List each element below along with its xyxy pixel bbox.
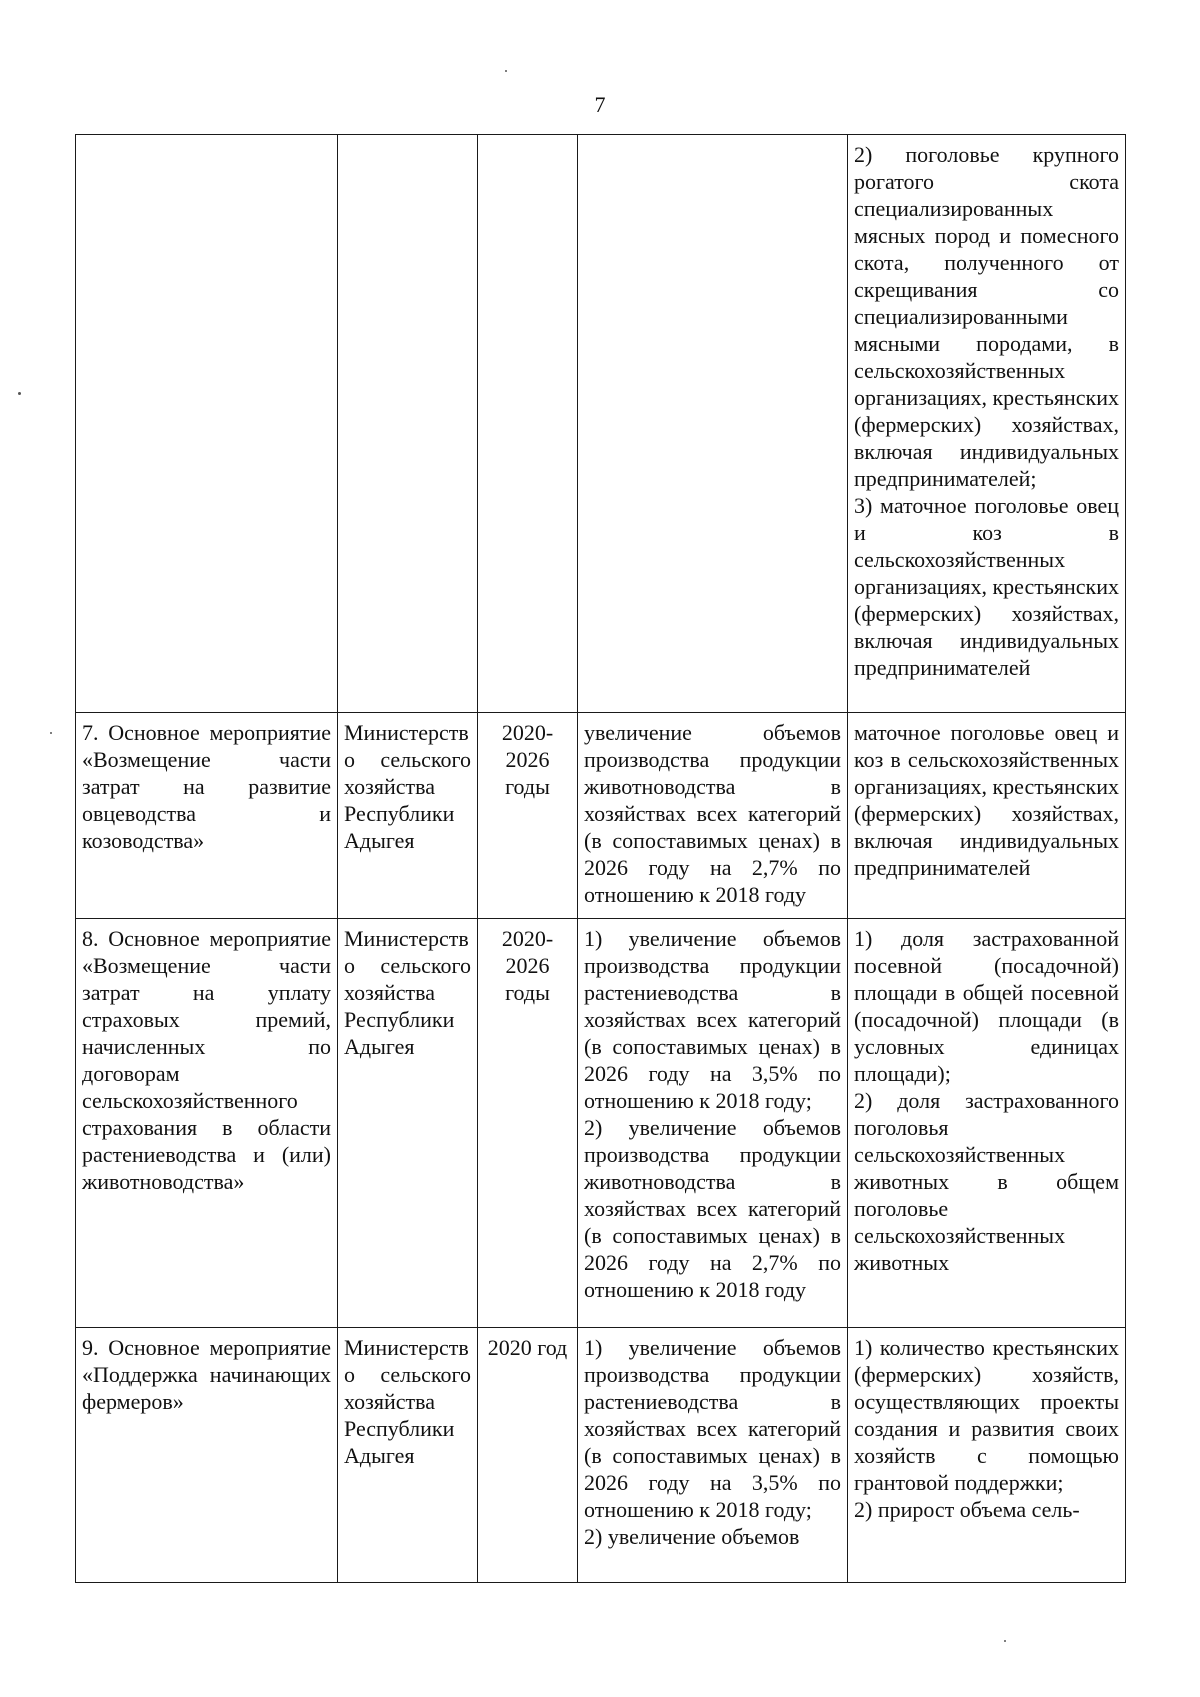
- scan-speck: [505, 70, 507, 72]
- indicator-item: маточное поголовье овец и коз в сельскохозяйственных организациях, крестьянских (фермерских) хозяйствах, включая индивидуальных предпринимателей: [854, 720, 1119, 880]
- result-cell: [578, 135, 848, 713]
- result-cell: [578, 713, 848, 919]
- indicator-item: 2) поголовье крупного рогатого скота специализированных мясных пород и помесного скота, полученного от скрещивания со специализированными мясными породами, в сельскохозяйственных организациях, крестьянских (фермерских) хозяйствах, включая индивидуальных предпринимателей;: [854, 142, 1119, 491]
- event-cell: 7. Основное мероприятие «Возмещение части затрат на развитие овцеводства и козоводства»: [76, 713, 338, 919]
- event-cell: 8. Основное мероприятие «Возмещение части затрат на уплату страховых премий, начисленных по договорам сельскохозяйственного страхования в области растениеводства и (или) животноводства»: [76, 919, 338, 1328]
- indicator-item: 2) доля застрахованного поголовья сельскохозяйственных животных в общем поголовье сельскохозяйственных животных: [854, 1088, 1119, 1275]
- indicator-item: 1) доля застрахованной посевной (посадочной) площади в общей посевной (посадочной) площади (в условных единицах площади);: [854, 926, 1119, 1086]
- result-item: 1) увеличение объемов производства продукции растениеводства в хозяйствах всех категорий (в сопоставимых ценах) в 2026 году на 3,5% по отношению к 2018 году;: [584, 1335, 841, 1522]
- period-cell: 2020-2026 годы: [478, 713, 578, 919]
- table-row: [76, 713, 1126, 919]
- result-item: 2) увеличение объемов: [584, 1524, 800, 1549]
- executor-cell: Министерство сельского хозяйства Республики Адыгея: [338, 713, 478, 919]
- page-number: 7: [594, 92, 606, 117]
- measures-table: [75, 134, 1126, 1583]
- indicator-item: 1) количество крестьянских (фермерских) хозяйств, осуществляющих проекты создания и развития своих хозяйств с помощью грантовой поддержки;: [854, 1335, 1119, 1495]
- executor-cell: Министерство сельского хозяйства Республики Адыгея: [338, 1328, 478, 1583]
- result-cell: [578, 919, 848, 1328]
- result-item: 2) увеличение объемов производства продукции животноводства в хозяйствах всех категорий (в сопоставимых ценах) в 2026 году на 2,7% по отношению к 2018 году: [584, 1115, 841, 1302]
- event-cell: [76, 135, 338, 713]
- scan-speck: [18, 392, 21, 395]
- indicator-item: 2) прирост объема сель-: [854, 1497, 1080, 1522]
- executor-cell: Министерство сельского хозяйства Республики Адыгея: [338, 919, 478, 1328]
- indicator-item: 3) маточное поголовье овец и коз в сельскохозяйственных организациях, крестьянских (фермерских) хозяйствах, включая индивидуальных предпринимателей: [854, 493, 1119, 680]
- table-row: [76, 135, 1126, 713]
- period-cell: 2020-2026 годы: [478, 919, 578, 1328]
- scan-speck: [1004, 1640, 1006, 1642]
- table-row: [76, 919, 1126, 1328]
- period-cell: [478, 135, 578, 713]
- indicators-cell: [848, 919, 1126, 1328]
- event-cell: 9. Основное мероприятие «Поддержка начинающих фермеров»: [76, 1328, 338, 1583]
- indicators-cell: [848, 135, 1126, 713]
- result-cell: [578, 1328, 848, 1583]
- scan-speck: [50, 732, 52, 734]
- executor-cell: [338, 135, 478, 713]
- result-item: увеличение объемов производства продукции животноводства в хозяйствах всех категорий (в сопоставимых ценах) в 2026 году на 2,7% по отношению к 2018 году: [584, 720, 841, 907]
- indicators-cell: [848, 713, 1126, 919]
- period-cell: 2020 год: [478, 1328, 578, 1583]
- result-item: 1) увеличение объемов производства продукции растениеводства в хозяйствах всех категорий (в сопоставимых ценах) в 2026 году на 3,5% по отношению к 2018 году;: [584, 926, 841, 1113]
- indicators-cell: [848, 1328, 1126, 1583]
- table-row: [76, 1328, 1126, 1583]
